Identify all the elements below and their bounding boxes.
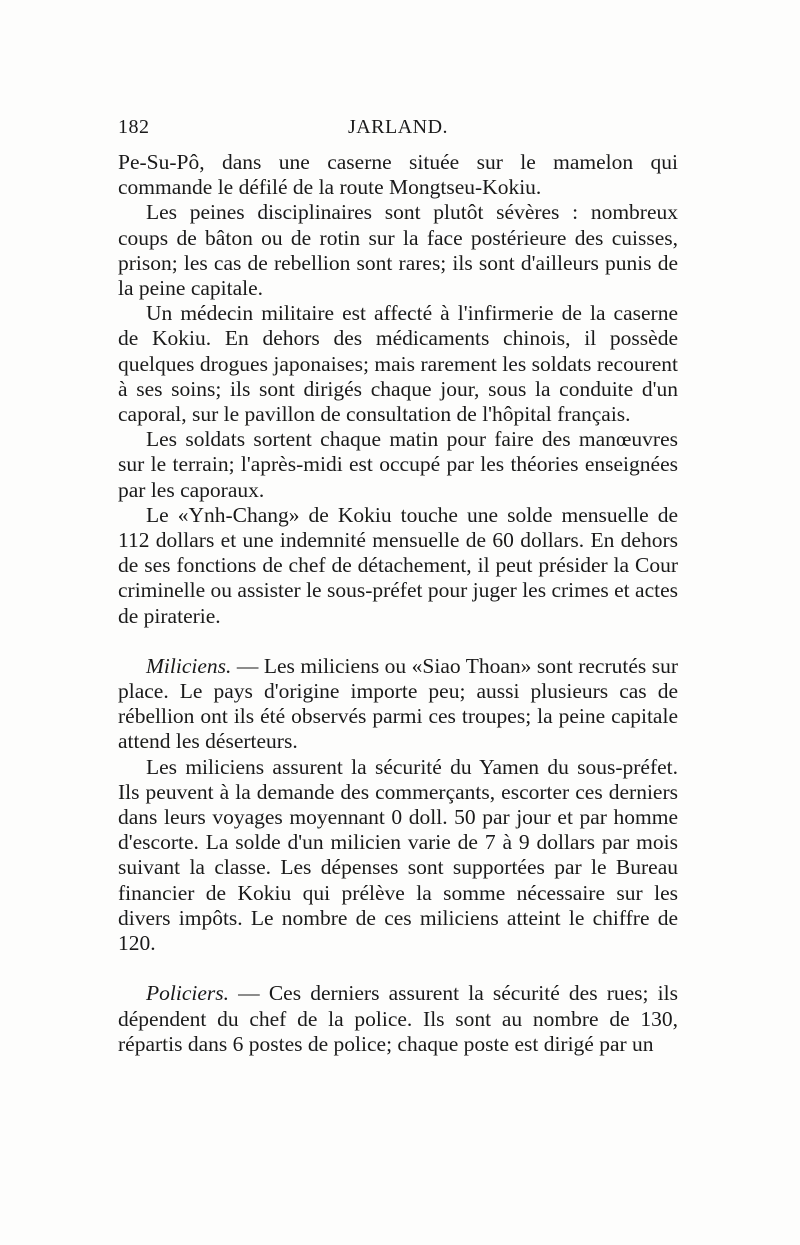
section-heading-miliciens: Miliciens. bbox=[146, 653, 232, 678]
section-heading-policiers: Policiers. bbox=[146, 981, 229, 1006]
paragraph-text: — Les miliciens ou «Siao Thoan» sont recrutés sur place. Le pays d'origine importe peu; aussi plusieurs cas de rébellion ont ils été observés parmi ces troupes; la peine capitale attend les déserteurs. bbox=[118, 653, 678, 754]
paragraph-miliciens bbox=[118, 654, 678, 755]
running-title: JARLAND. bbox=[347, 116, 449, 138]
page-number: 182 bbox=[118, 116, 150, 138]
page-body bbox=[118, 150, 678, 1057]
paragraph-text: — Ces derniers assurent la sécurité des rues; ils dépendent du chef de la police. Ils sont au nombre de 130, répartis dans 6 postes de police; chaque poste est dirigé par un bbox=[118, 981, 678, 1056]
running-header bbox=[118, 116, 678, 142]
paragraph: Un médecin militaire est affecté à l'infirmerie de la caserne de Kokiu. En dehors des médicaments chinois, il possède quelques drogues japonaises; mais rarement les soldats recourent à ses soins; ils sont dirigés chaque jour, sous la conduite d'un caporal, sur le pavillon de consultation de l'hôpital français. bbox=[118, 301, 678, 427]
paragraph: Pe-Su-Pô, dans une caserne située sur le mamelon qui commande le défilé de la route Mongtseu-Kokiu. bbox=[118, 150, 678, 200]
paragraph: Les miliciens assurent la sécurité du Yamen du sous-préfet. Ils peuvent à la demande des commerçants, escorter ces derniers dans leurs voyages moyennant 0 doll. 50 par jour et par homme d'escorte. La solde d'un milicien varie de 7 à 9 dollars par mois suivant la classe. Les dépenses sont supportées par le Bureau financier de Kokiu qui prélève la somme nécessaire sur les divers impôts. Le nombre de ces miliciens atteint le chiffre de 120. bbox=[118, 754, 678, 956]
paragraph-policiers bbox=[118, 981, 678, 1057]
paragraph: Les soldats sortent chaque matin pour faire des manœuvres sur le terrain; l'après-midi est occupé par les théories enseignées par les caporaux. bbox=[118, 427, 678, 502]
paragraph: Les peines disciplinaires sont plutôt sévères : nombreux coups de bâton ou de rotin sur la face postérieure des cuisses, prison; les cas de rebellion sont rares; ils sont d'ailleurs punis de la peine capitale. bbox=[118, 200, 678, 301]
paragraph: Le «Ynh-Chang» de Kokiu touche une solde mensuelle de 112 dollars et une indemnité mensuelle de 60 dollars. En dehors de ses fonctions de chef de détachement, il peut présider la Cour criminelle ou assister le sous-préfet pour juger les crimes et actes de piraterie. bbox=[118, 502, 678, 628]
